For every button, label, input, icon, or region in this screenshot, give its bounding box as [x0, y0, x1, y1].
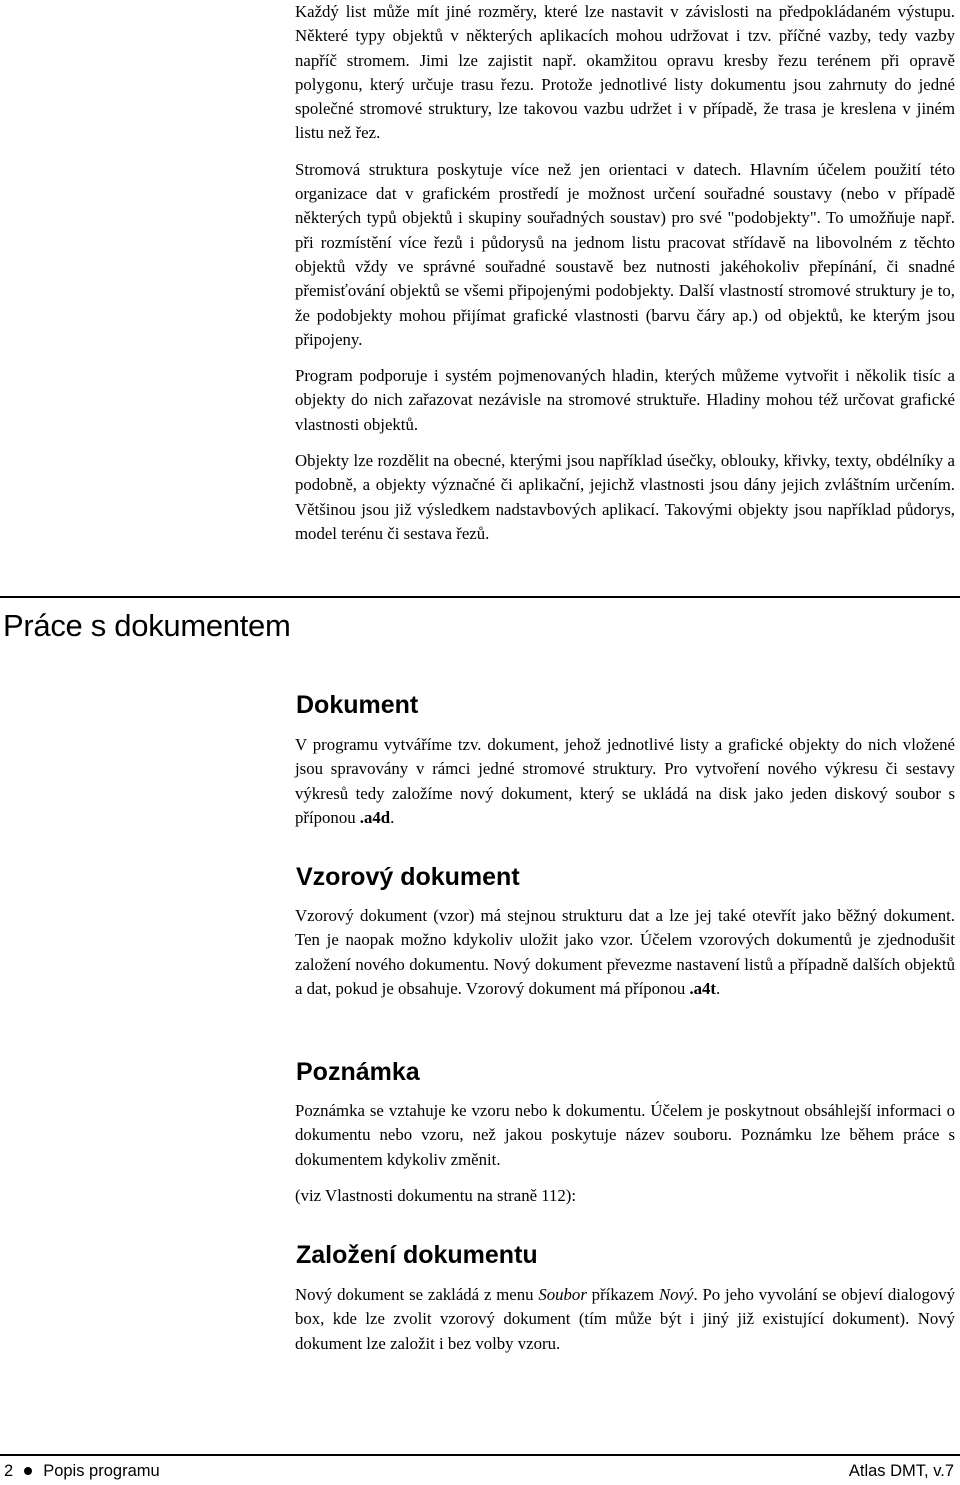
vzorovy-paragraph: Vzorový dokument (vzor) má stejnou strukturu dat a lze jej také otevřít jako běžný dokument. Ten je naopak možno kdykoliv uložit jako vzor. Účelem vzorových dokumentů je zjednodušit založení nového dokumentu. Nový dokument převezme nastavení listů a případně dalších objektů a dat, pokud je obsahuje. Vzorový dokument má příponou [295, 906, 955, 998]
zalozeni-text-3: . Po jeho vyvolání se objeví dialogový box, kde lze zvolit vzorový dokument (tím může být i jiný již existující dokument). Nový dokument lze založit i bez volby vzoru. [295, 1285, 956, 1353]
product-name: Atlas DMT, v.7 [848, 1462, 954, 1480]
page-footer [4, 1462, 954, 1484]
zalozeni-text-1: Nový dokument se zakládá z menu [295, 1285, 539, 1304]
heading-poznamka: Poznámka [296, 1058, 420, 1086]
footer-rule [0, 1454, 960, 1456]
footer-left [4, 1462, 160, 1481]
intro-text [295, 0, 955, 546]
zalozeni-text-2: příkazem [586, 1285, 659, 1304]
dokument-tail: . [390, 807, 395, 827]
vzorovy-extension: .a4t [689, 978, 717, 998]
heading-dokument: Dokument [296, 691, 419, 719]
heading-vzorovy-dokument: Vzorový dokument [296, 863, 520, 891]
zalozeni-text [295, 1283, 955, 1356]
poznamka-text [295, 1099, 955, 1208]
vzorovy-text [295, 904, 955, 1001]
section-divider [0, 596, 960, 598]
intro-paragraph-3: Program podporuje i systém pojmenovaných hladin, kterých můžeme vytvořit i několik tisíc a objekty do nich zařazovat nezávisle na stromové struktuře. Hladiny mohou též určovat grafické vlastnosti objektů. [295, 366, 955, 434]
dokument-paragraph: V programu vytváříme tzv. dokument, jehož jednotlivé listy a grafické objekty do nich vložené jsou spravovány v rámci jedné stromové struktury. Pro vytvoření nového výkresu či sestavy výkresů tedy založíme nový dokument, který se ukládá na disk jako jeden diskový soubor s příponou [295, 735, 955, 827]
intro-paragraph-4: Objekty lze rozdělit na obecné, kterými jsou například úsečky, oblouky, křivky, texty, obdélníky a podobně, a objekty význačné či aplikační, jejichž vlastnosti jsou dány jejich zvláštním určením. Většinou jsou již výsledkem nadstavbových aplikací. Takovými objekty jsou například půdorys, model terénu či sestava řezů. [295, 451, 955, 543]
heading-zalozeni-dokumentu: Založení dokumentu [296, 1241, 538, 1269]
chapter-name: Popis programu [43, 1462, 160, 1480]
page-number: 2 [4, 1462, 14, 1480]
zalozeni-menu-name: Soubor [538, 1285, 587, 1304]
intro-paragraph-1: Každý list může mít jiné rozměry, které lze nastavit v závislosti na předpokládaném výstupu. Některé typy objektů v některých aplikacích mohou udržovat i tzv. příčné vazby, tedy vazby napříč stromem. Jimi lze zajistit např. okamžitou opravu kresby řezu terénem při opravě polygonu, který určuje trasu řezu. Protože jednotlivé listy dokumentu jsou zahrnuty do jedné společné stromové struktury, lze takovou vazbu udržet i v případě, že trasa je kreslena v jiném listu než řez. [295, 2, 955, 143]
poznamka-reference: (viz Vlastnosti dokumentu na straně 112): [295, 1185, 577, 1205]
poznamka-paragraph: Poznámka se vztahuje ke vzoru nebo k dokumentu. Účelem je poskytnout obsáhlejší informaci o dokumentu nebo vzoru, než jakou poskytuje název souboru. Poznámku lze během práce s dokumentem kdykoliv změnit. [295, 1101, 955, 1169]
dokument-extension: .a4d [359, 807, 391, 827]
bullet-icon [24, 1467, 32, 1475]
section-title: Práce s dokumentem [3, 608, 291, 643]
zalozeni-command-name: Nový [658, 1285, 694, 1304]
intro-paragraph-2: Stromová struktura poskytuje více než jen orientaci v datech. Hlavním účelem použití této organizace dat v grafickém prostředí je možnost určení souřadné soustavy (nebo v případě některých typů objektů i skupiny souřadných soustav) pro své "podobjekty". To umožňuje např. při rozmístění více řezů i půdorysů na jednom listu pracovat střídavě na libovolném z těchto objektů vždy ve správné souřadné soustavě bez nutnosti jakéhokoliv přepínání, či snadné přemisťování objektů se všemi připojenými podobjekty. Další vlastností stromové struktury je to, že podobjekty mohou přijímat grafické vlastnosti (barvu čáry ap.) od objektů, ke kterým jsou připojeny. [295, 159, 955, 349]
dokument-text [295, 733, 955, 830]
vzorovy-tail: . [716, 978, 721, 998]
